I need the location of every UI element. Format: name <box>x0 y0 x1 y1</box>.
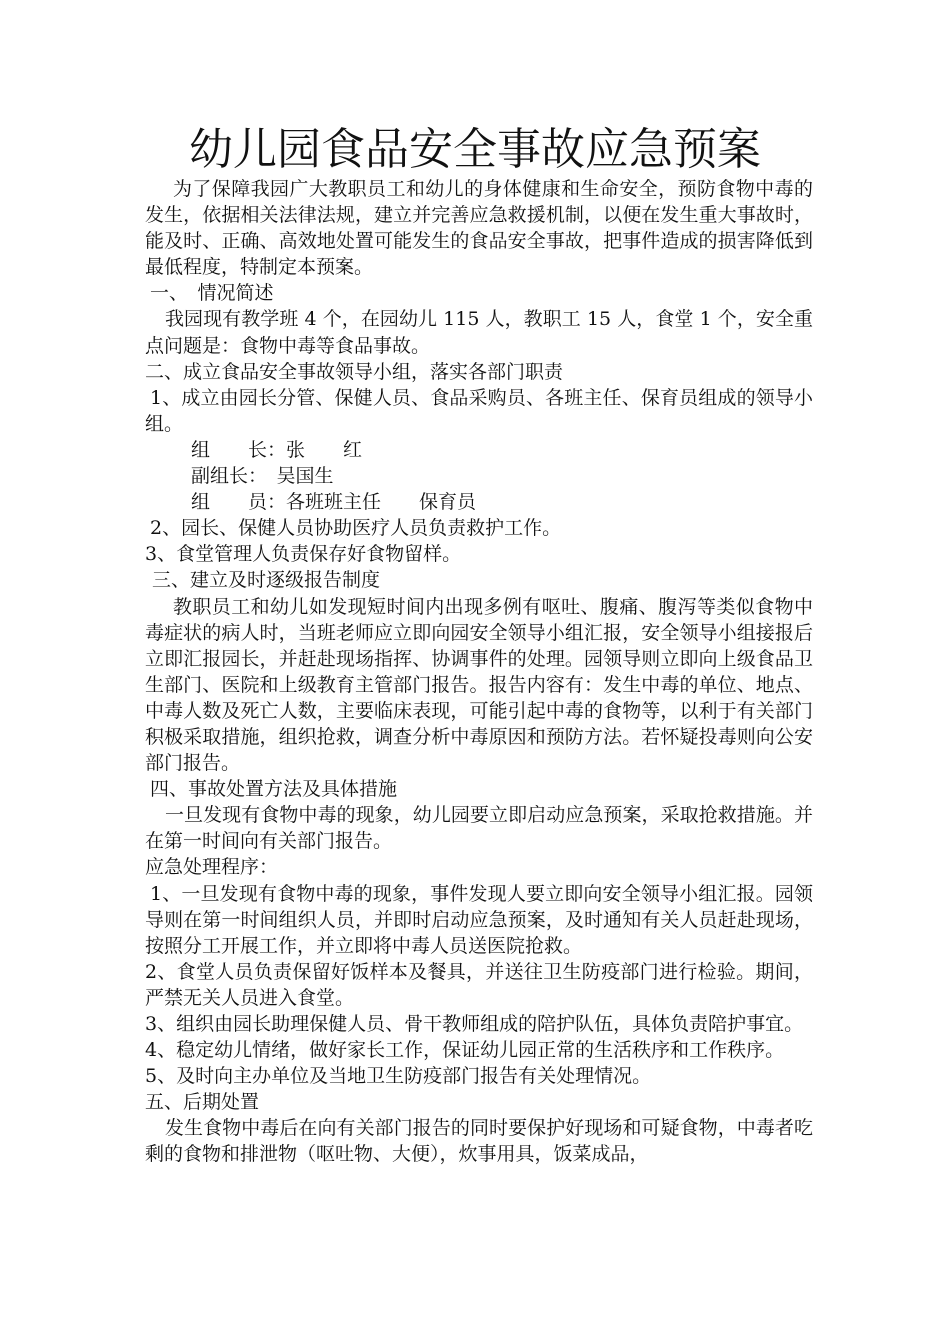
section-heading-4: 四、事故处置方法及具体措施 <box>150 778 398 801</box>
deputy-leader-line: 副组长： 吴国生 <box>191 465 334 488</box>
procedure-item: 5、及时向主办单位及当地卫生防疫部门报告有关处理情况。 <box>145 1065 652 1088</box>
procedure-item: 4、稳定幼儿情绪，做好家长工作，保证幼儿园正常的生活秩序和工作秩序。 <box>145 1039 785 1062</box>
report-paragraph: 教职员工和幼儿如发现短时间内出现多例有呕吐、腹痛、腹泻等类似食物中毒症状的病人时，当班老师应立即向园安全领导小组汇报，安全领导小组接报后立即汇报园长，并赶赴现场指挥、协调事件的处理。园领导则立即向上级食品卫生部门、医院和上级教育主管部门报告。报告内容有：发生中毒的单位、地点、中毒人数及死亡人数，主要临床表现，可能引起中毒的食物等，以利于有关部门积极采取措施，组织抢救，调查分析中毒原因和预防方法。若怀疑投毒则向公安部门报告。 <box>145 595 813 775</box>
section-heading-1: 一、 情况简述 <box>150 282 274 305</box>
team-members-line: 组 员：各班班主任 保育员 <box>191 491 477 514</box>
procedure-item: 2、食堂人员负责保留好饭样本及餐具，并送往卫生防疫部门进行检验。期间，严禁无关人员进入食堂。 <box>145 960 813 1009</box>
overview-paragraph: 我园现有教学班 4 个，在园幼儿 115 人，教职工 15 人，食堂 1 个，安全重点问题是：食物中毒等食品事故。 <box>145 308 813 357</box>
document-title: 幼儿园食品安全事故应急预案 <box>189 124 761 175</box>
procedure-heading: 应急处理程序： <box>145 856 279 879</box>
intro-paragraph: 为了保障我园广大教职员工和幼儿的身体健康和生命安全，预防食物中毒的发生，依据相关法律法规，建立并完善应急救援机制，以便在发生重大事故时，能及时、正确、高效地处置可能发生的食品安全事故，把事件造成的损害降低到最低程度，特制定本预案。 <box>145 178 813 279</box>
section-heading-3: 三、建立及时逐级报告制度 <box>152 569 381 592</box>
document-body <box>145 176 813 1168</box>
section-heading-2: 二、成立食品安全事故领导小组，落实各部门职责 <box>145 360 564 383</box>
item-paragraph: 1、成立由园长分管、保健人员、食品采购员、各班主任、保育员组成的领导小组。 <box>145 386 813 435</box>
procedure-item: 3、组织由园长助理保健人员、骨干教师组成的陪护队伍，具体负责陪护事宜。 <box>145 1013 804 1035</box>
team-leader-line: 组 长：张 红 <box>191 438 363 461</box>
section-heading-5: 五、后期处置 <box>145 1091 260 1114</box>
item-paragraph: 2、园长、保健人员协助医疗人员负责救护工作。 <box>150 517 562 540</box>
measures-paragraph: 一旦发现有食物中毒的现象，幼儿园要立即启动应急预案，采取抢救措施。并在第一时间向有关部门报告。 <box>145 804 813 853</box>
item-paragraph: 3、食堂管理人负责保存好食物留样。 <box>145 543 462 566</box>
procedure-item: 1、一旦发现有食物中毒的现象，事件发现人要立即向安全领导小组汇报。园领导则在第一时间组织人员，并即时启动应急预案，及时通知有关人员赶赴现场，按照分工开展工作，并立即将中毒人员送医院抢救。 <box>145 882 813 957</box>
aftermath-paragraph: 发生食物中毒后在向有关部门报告的同时要保护好现场和可疑食物，中毒者吃剩的食物和排泄物（呕吐物、大便），炊事用具，饭菜成品， <box>145 1117 813 1166</box>
